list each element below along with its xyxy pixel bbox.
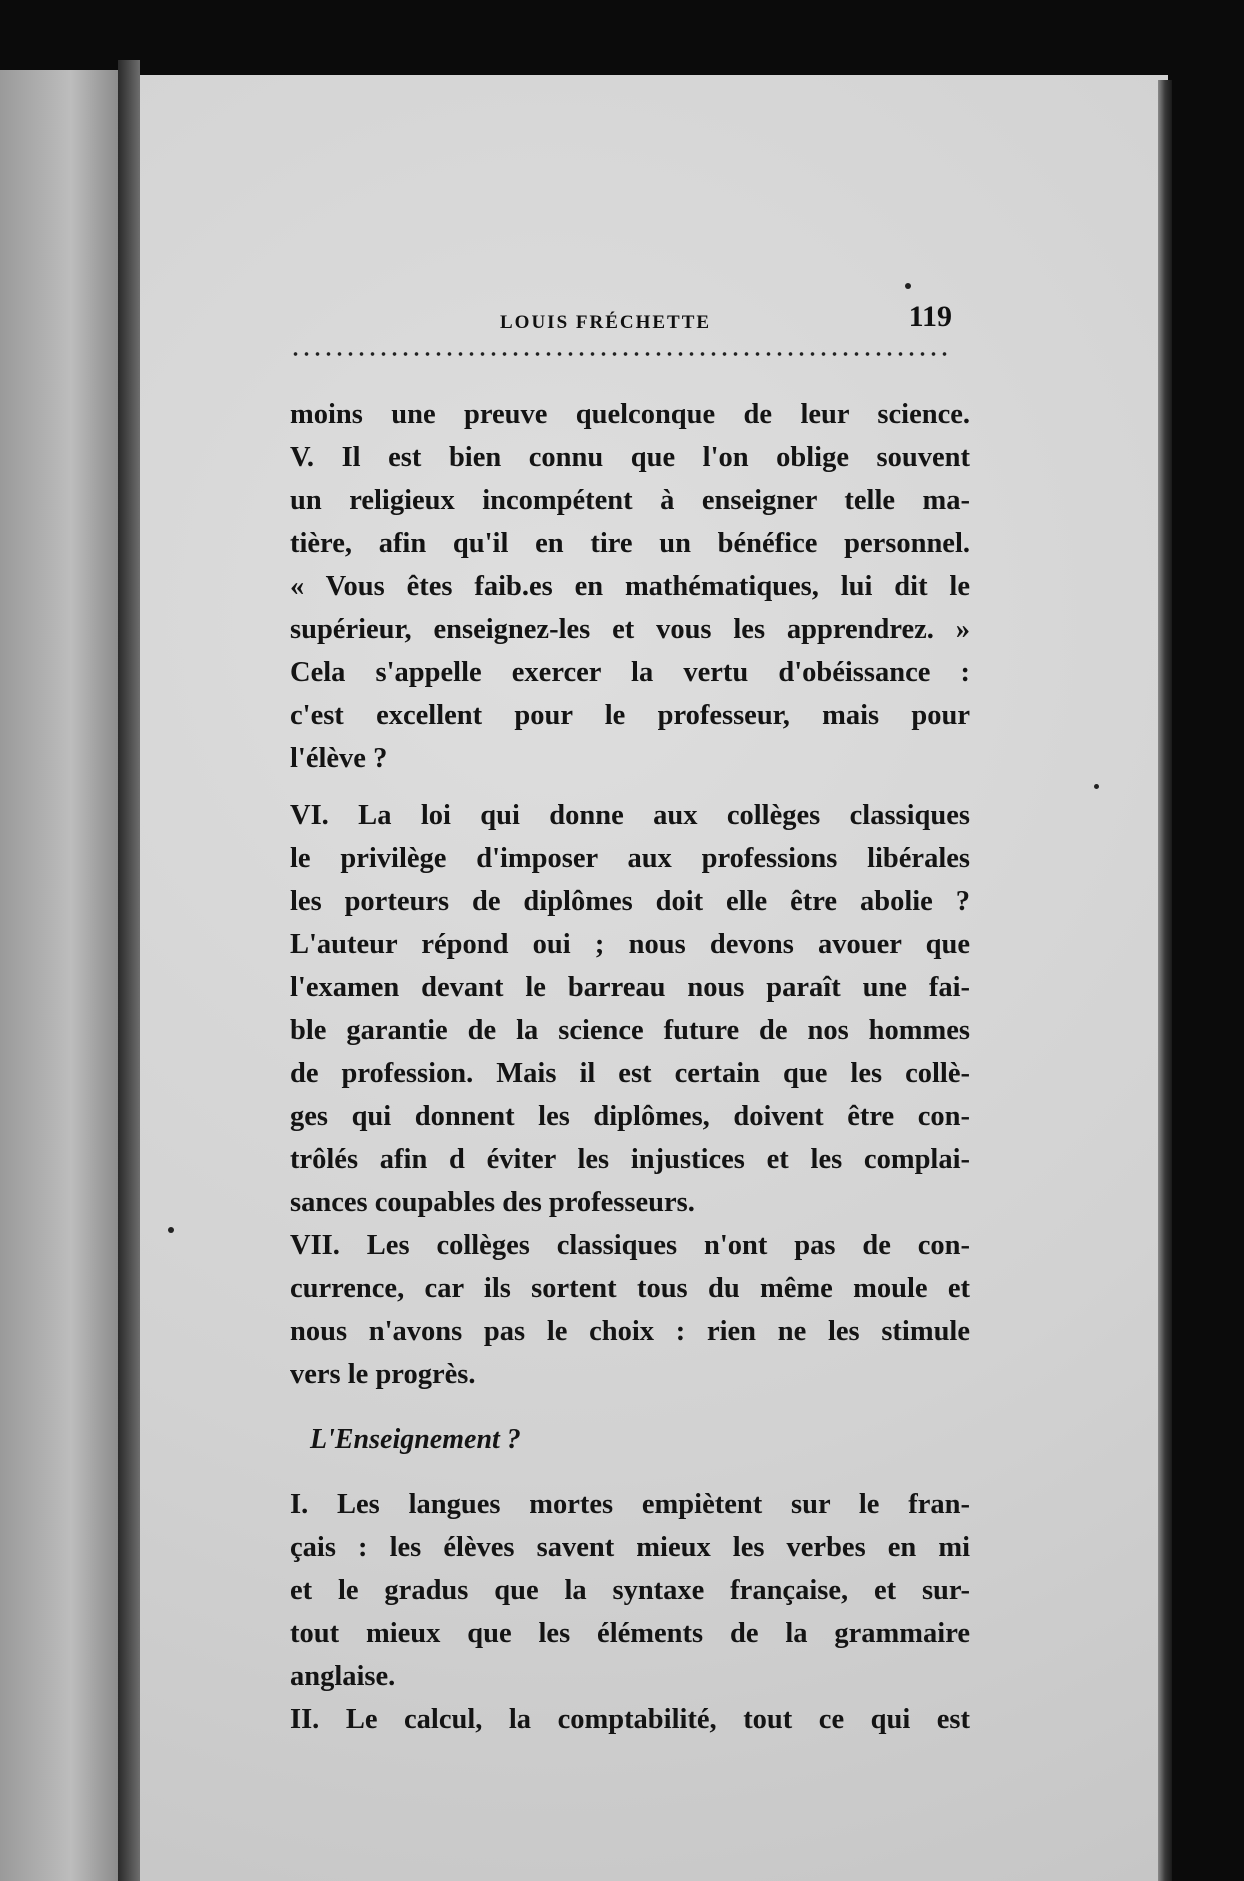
text-line: le privilège d'imposer aux professions libérales (290, 843, 970, 874)
text-line: ges qui donnent les diplômes, doivent être con- (290, 1101, 970, 1132)
text-line: tière, afin qu'il en tire un bénéfice personnel. (290, 528, 970, 559)
print-speck (168, 1227, 174, 1233)
text-line: currence, car ils sortent tous du même moule et (290, 1273, 970, 1304)
text-line: tout mieux que les éléments de la grammaire (290, 1618, 970, 1649)
text-line: et le gradus que la syntaxe française, et sur- (290, 1575, 970, 1606)
body-text (290, 393, 970, 1741)
text-line: sances coupables des professeurs. (290, 1187, 695, 1218)
text-line: l'examen devant le barreau nous paraît une fai- (290, 972, 970, 1003)
text-line: l'élève ? (290, 743, 388, 774)
page-edge-shadow (1158, 80, 1172, 1881)
print-speck (1094, 784, 1099, 789)
text-line: les porteurs de diplômes doit elle être abolie ? (290, 886, 970, 917)
text-line: L'auteur répond oui ; nous devons avouer que (290, 929, 970, 960)
text-line: II. Le calcul, la comptabilité, tout ce qui est (290, 1704, 970, 1735)
text-line: nous n'avons pas le choix : rien ne les stimule (290, 1316, 970, 1347)
text-line: çais : les élèves savent mieux les verbes en mi (290, 1532, 970, 1563)
text-line: VII. Les collèges classiques n'ont pas de con- (290, 1230, 970, 1261)
text-line: un religieux incompétent à enseigner telle ma- (290, 485, 970, 516)
text-line: supérieur, enseignez-les et vous les apprendrez. » (290, 614, 970, 645)
text-line: vers le progrès. (290, 1359, 476, 1390)
text-line: anglaise. (290, 1661, 396, 1692)
text-line: moins une preuve quelconque de leur science. (290, 399, 970, 430)
running-title: LOUIS FRÉCHETTE (500, 312, 712, 333)
text-line: c'est excellent pour le professeur, mais pour (290, 700, 970, 731)
text-line: Cela s'appelle exercer la vertu d'obéissance : (290, 657, 970, 688)
text-line: I. Les langues mortes empiètent sur le fran- (290, 1489, 970, 1520)
text-line: VI. La loi qui donne aux collèges classiques (290, 800, 970, 831)
page-number: 119 (908, 300, 952, 333)
text-line: de profession. Mais il est certain que les collè- (290, 1058, 970, 1089)
text-line: trôlés afin d éviter les injustices et les complai- (290, 1144, 970, 1175)
print-speck (905, 283, 911, 289)
dotted-rule (290, 350, 952, 358)
text-line: V. Il est bien connu que l'on oblige souvent (290, 442, 970, 473)
section-heading: L'Enseignement ? (310, 1424, 521, 1455)
previous-page-edge (0, 70, 118, 1881)
text-line: ble garantie de la science future de nos hommes (290, 1015, 970, 1046)
page-header (290, 300, 952, 346)
book-gutter (118, 60, 140, 1881)
text-line: « Vous êtes faib.es en mathématiques, lui dit le (290, 571, 970, 602)
